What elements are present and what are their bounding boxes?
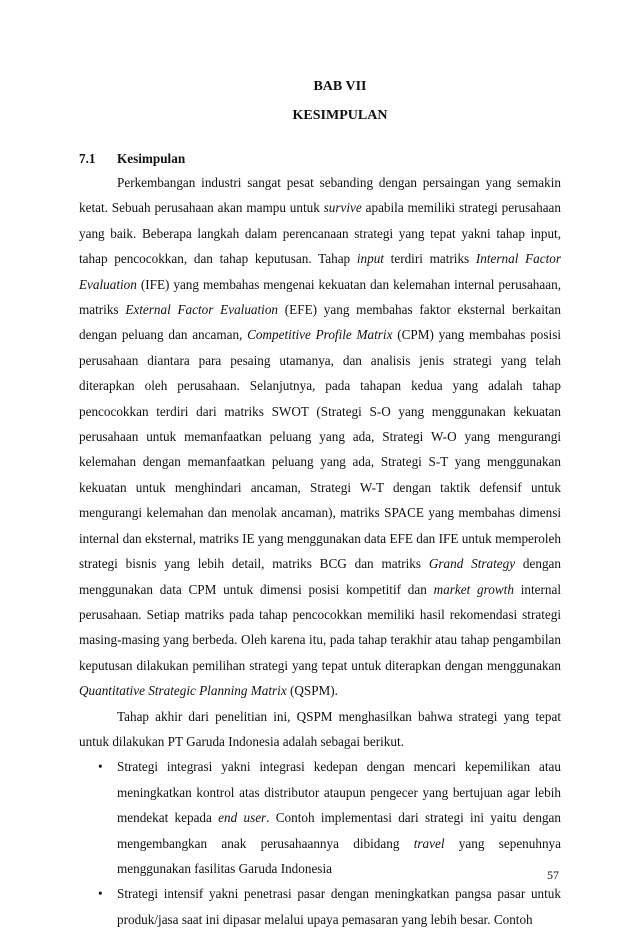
text-run: Strategi integrasi yakni integrasi kedepan dengan mencari kepemilikan atau meningkatkan kontrol atas distributor ataupun pengecer yang bertujuan agar lebih mendekat kepada	[117, 759, 561, 826]
text-run: Strategi intensif yakni penetrasi pasar dengan meningkatkan pangsa pasar untuk produk/jasa saat ini dipasar melalui upaya pemasaran yang lebih besar. Contoh	[117, 886, 561, 927]
list-item	[79, 881, 561, 932]
italic-term: input	[356, 251, 384, 267]
text-run: (QSPM).	[286, 683, 338, 699]
italic-term: Competitive Profile Matrix	[247, 327, 393, 343]
section-title: Kesimpulan	[117, 151, 186, 166]
strategy-list	[79, 754, 561, 932]
italic-term: travel	[413, 835, 445, 851]
page-number: 57	[547, 868, 559, 882]
text-run: terdiri matriks	[383, 251, 476, 267]
chapter-number: BAB VII	[313, 79, 367, 94]
text-run: yang sepenuhnya menggunakan fasilitas Garuda Indonesia	[117, 835, 562, 876]
text-run: (EFE) yang membahas faktor eksternal berkaitan dengan peluang dan ancaman,	[79, 302, 562, 343]
list-item	[79, 754, 561, 881]
italic-term: market growth	[433, 581, 514, 597]
text-run: . Contoh implementasi dari strategi ini yaitu dengan mengembangkan anak perusahaannya dibidang	[117, 810, 561, 851]
text-run: (CPM) yang membahas posisi perusahaan diantara para pesaing utamanya, dan analisis jenis strategi yang telah diterapkan oleh perusahaan. Selanjutnya, pada tahapan kedua yang adalah tahap pencocokkan terdiri dari matriks SWOT (Strategi S-O yang menggunakan kekuatan perusahaan untuk memanfaatkan peluang yang ada, Strategi W-O yang mengurangi kelemahan dengan memanfaatkan peluang yang ada, Strategi S-T yang menggunakan kekuatan untuk menghindari ancaman, Strategi W-T dengan taktik defensif untuk mengurangi kelemahan dan menolak ancaman), matriks SPACE yang membahas dimensi internal dan eksternal, matriks IE yang menggunakan data EFE dan IFE untuk memperoleh strategi bisnis yang lebih detail, matriks BCG dan matriks	[79, 327, 561, 572]
italic-term: Quantitative Strategic Planning Matrix	[79, 683, 287, 699]
paragraph-1	[79, 170, 561, 704]
bullet-icon: •	[98, 886, 103, 902]
text-run: dengan menggunakan data CPM untuk dimensi posisi kompetitif dan	[79, 556, 561, 597]
body-text	[79, 170, 561, 932]
bullet-icon: •	[98, 759, 103, 775]
text-run: Perkembangan industri sangat pesat sebanding dengan persaingan yang semakin ketat. Sebuah perusahaan akan mampu untuk	[79, 175, 561, 216]
text-run: (IFE) yang membahas mengenai kekuatan dan kelemahan internal perusahaan, matriks	[79, 276, 561, 318]
italic-term: survive	[323, 200, 362, 216]
paragraph-2: Tahap akhir dari penelitian ini, QSPM menghasilkan bahwa strategi yang tepat untuk dilakukan PT Garuda Indonesia adalah sebagai berikut.	[79, 708, 561, 749]
italic-term: Internal Factor Evaluation	[79, 251, 561, 292]
chapter-title: KESIMPULAN	[292, 108, 388, 123]
italic-term: end user	[218, 810, 267, 826]
section-number: 7.1	[79, 151, 96, 166]
text-run: internal perusahaan. Setiap matriks pada tahap pencocokkan memiliki hasil rekomendasi strategi masing-masing yang berbeda. Oleh karena itu, pada tahap terakhir atau tahap pengambilan keputusan dilakukan pemilihan strategi yang tepat untuk diterapkan dengan menggunakan	[79, 581, 561, 673]
text-run: apabila memiliki strategi perusahaan yang baik. Beberapa langkah dalam perencanaan strategi yang tepat yakni tahap input, tahap pencocokkan, dan tahap keputusan. Tahap	[79, 200, 561, 267]
italic-term: External Factor Evaluation	[125, 302, 279, 318]
italic-term: Grand Strategy	[428, 556, 516, 572]
